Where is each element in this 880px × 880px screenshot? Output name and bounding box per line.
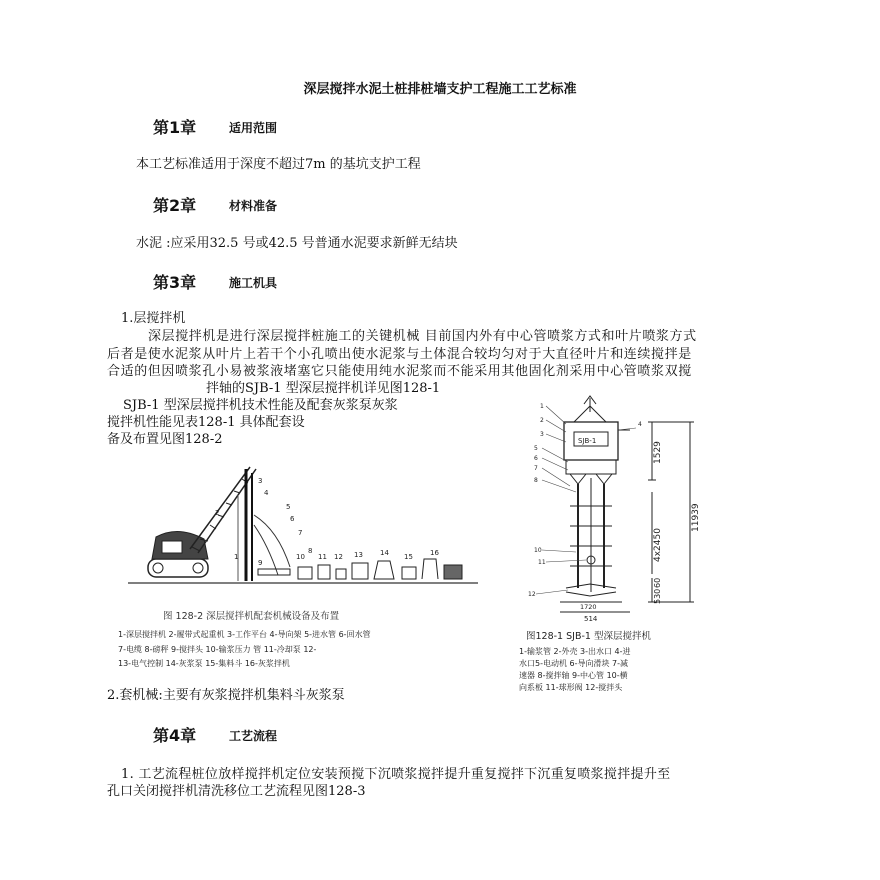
label-8: 8 <box>308 547 313 555</box>
label-r8: 8 <box>534 477 538 484</box>
chapter-1-name: 适用范围 <box>229 121 278 135</box>
label-6: 6 <box>290 515 295 523</box>
label-9: 9 <box>258 559 263 567</box>
sjb-1-machine-figure <box>520 392 710 624</box>
chapter-4-number: 第4章 <box>153 726 197 745</box>
chapter-1-body: 本工艺标准适用于深度不超过7m 的基坑支护工程 <box>136 157 421 172</box>
label-12: 12 <box>334 553 343 561</box>
chapter-1-number: 第1章 <box>153 118 197 137</box>
label-r7: 7 <box>534 465 538 472</box>
dim-60: 60 <box>653 577 662 588</box>
chapter-2-name: 材料准备 <box>229 199 278 213</box>
chapter-3-number: 第3章 <box>153 273 197 292</box>
label-13: 13 <box>354 551 363 559</box>
figure-128-1-caption: 图128-1 SJB-1 型深层搅拌机 <box>526 631 651 642</box>
label-r10: 10 <box>534 547 542 554</box>
label-4: 4 <box>264 489 269 497</box>
figure-128-2-legend-row-1: 1-深层搅拌机 2-履带式起重机 3-工作平台 4-导向架 5-进水管 6-回水管 <box>118 630 371 639</box>
label-5: 5 <box>286 503 291 511</box>
document-title: 深层搅拌水泥土桩排桩墙支护工程施工工艺标准 <box>303 82 577 97</box>
label-r12: 12 <box>528 591 536 598</box>
chapter-2-number: 第2章 <box>153 196 197 215</box>
label-r3: 3 <box>540 431 544 438</box>
chapter-3-name: 施工机具 <box>229 276 278 290</box>
chapter-3-para-line-5: SJB-1 型深层搅拌机技术性能及配套灰浆泵灰浆 <box>123 398 398 413</box>
chapter-3-item-1: 1.层搅拌机 <box>121 311 186 326</box>
label-11: 11 <box>318 553 327 561</box>
dim-4x2450: 4x2450 <box>653 528 663 562</box>
figure-128-2-legend-row-2: 7-电缆 8-磅秤 9-搅拌头 10-输浆压力 管 11-冷却泵 12- <box>118 645 317 654</box>
label-7: 7 <box>298 529 303 537</box>
label-2: 2 <box>215 509 220 517</box>
figure-128-1-legend-line-4: 向系板 11-球形阀 12-搅拌头 <box>519 683 623 692</box>
chapter-4-line-1: 1. 工艺流程桩位放样搅拌机定位安装预搅下沉喷浆搅拌提升重复搅拌下沉重复喷浆搅拌提升至 <box>121 767 671 782</box>
label-1: 1 <box>234 553 239 561</box>
label-16: 16 <box>430 549 439 557</box>
chapter-3-para-line-2: 后者是使水泥浆从叶片上若干个小孔喷出使水泥浆与土体混合较均匀对于大直径叶片和连续搅拌是 <box>107 347 692 362</box>
dim-514: 514 <box>584 615 598 623</box>
label-15: 15 <box>404 553 413 561</box>
dim-530: 530 <box>653 588 662 604</box>
label-3: 3 <box>258 477 263 485</box>
label-14: 14 <box>380 549 389 557</box>
box-label: SJB-1 <box>578 437 597 445</box>
figure-128-1-legend-line-2: 水口5-电动机 6-导向滑块 7-减 <box>519 659 629 668</box>
figure-128-2-caption: 图 128-2 深层搅拌机配套机械设备及布置 <box>163 611 340 622</box>
label-r1: 1 <box>540 403 544 410</box>
dim-1529: 1529 <box>653 441 663 464</box>
chapter-4-name: 工艺流程 <box>229 729 278 743</box>
label-r4: 4 <box>638 421 642 428</box>
chapter-3-item-2: 2.套机械:主要有灰浆搅拌机集料斗灰浆泵 <box>107 688 345 703</box>
chapter-3-para-line-1: 深层搅拌机是进行深层搅拌桩施工的关键机械 目前国内外有中心管喷浆方式和叶片喷浆方式 <box>148 329 697 344</box>
dim-1720: 1720 <box>580 603 597 611</box>
dim-11939: 11939 <box>691 503 701 532</box>
label-r2: 2 <box>540 417 544 424</box>
figure-128-2-legend-row-3: 13-电气控制 14-灰浆泵 15-集料斗 16-灰浆拌机 <box>118 659 290 668</box>
chapter-3-para-line-6: 搅拌机性能见表128-1 具体配套设 <box>107 415 305 430</box>
chapter-2-body: 水泥 :应采用32.5 号或42.5 号普通水泥要求新鲜无结块 <box>136 236 458 251</box>
equipment-layout-figure <box>118 455 490 595</box>
figure-128-1-legend-line-3: 速器 8-搅拌轴 9-中心管 10-横 <box>519 671 628 680</box>
label-r11: 11 <box>538 559 546 566</box>
chapter-4-line-2: 孔口关闭搅拌机清洗移位工艺流程见图128-3 <box>107 784 366 799</box>
label-10: 10 <box>296 553 305 561</box>
label-r5: 5 <box>534 445 538 452</box>
label-r6: 6 <box>534 455 538 462</box>
chapter-3-para-line-3: 合适的但因喷浆孔小易被浆液堵塞它只能使用纯水泥浆而不能采用其他固化剂采用中心管喷浆双搅 <box>107 364 692 379</box>
chapter-3-para-line-7: 备及布置见图128-2 <box>107 432 223 447</box>
chapter-3-para-line-4: 拌轴的SJB-1 型深层搅拌机详见图128-1 <box>206 381 441 396</box>
figure-128-1-legend-line-1: 1-输浆管 2-外壳 3-出水口 4-进 <box>519 647 631 656</box>
